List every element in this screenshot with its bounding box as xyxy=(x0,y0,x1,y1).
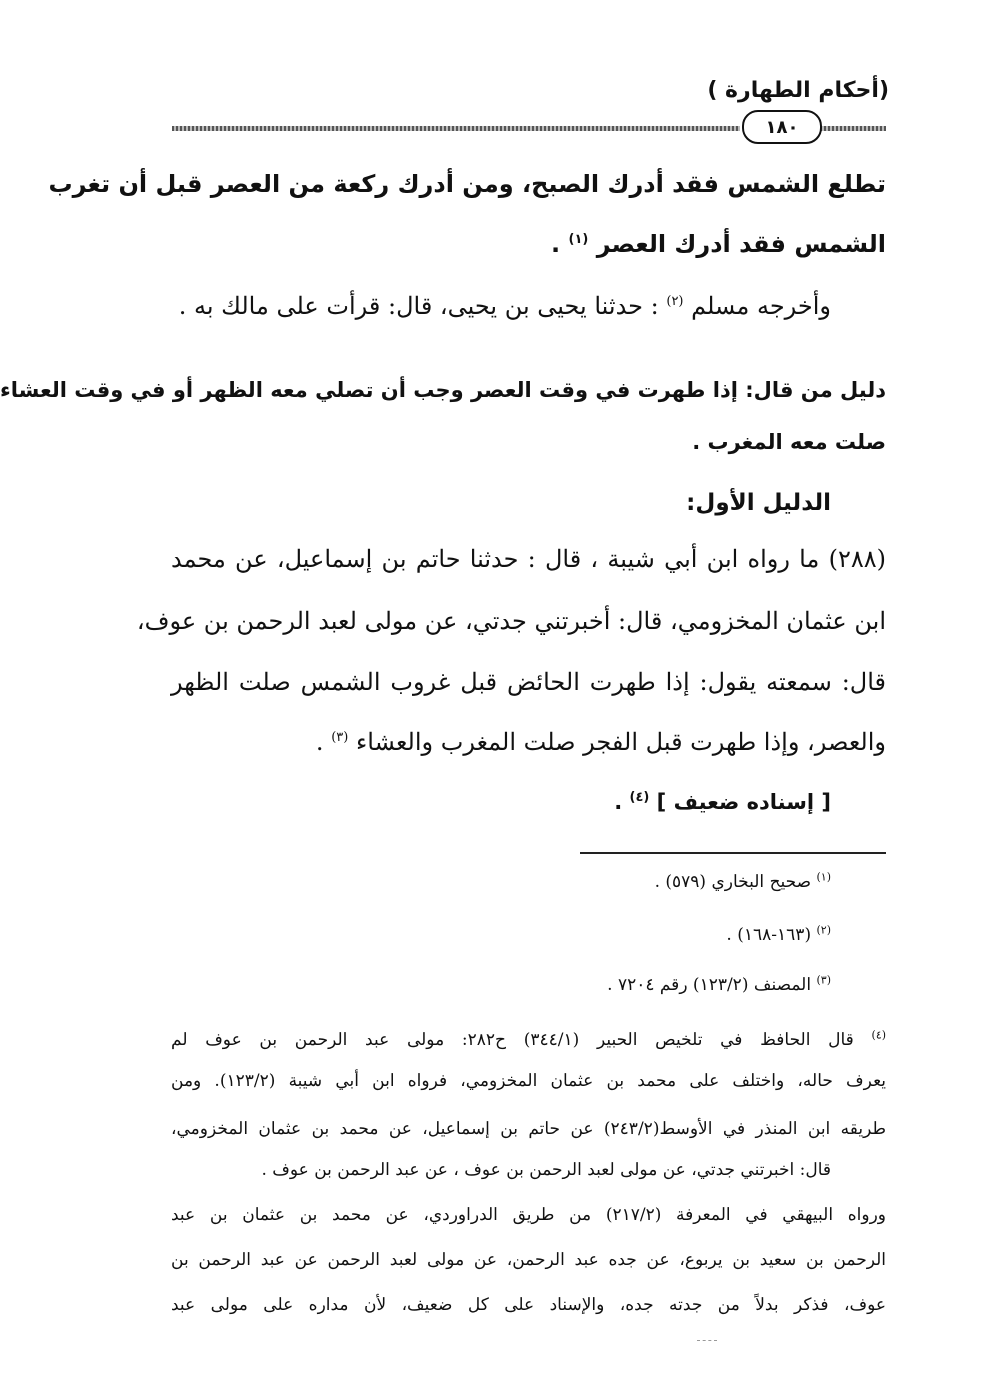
page-speck xyxy=(697,1340,717,1343)
evidence-subheading: الدليل الأول: xyxy=(686,490,831,516)
footnote-4-line-1 xyxy=(171,1030,886,1050)
footnote-4-line-6: الرحمن بن سعيد بن يربوع، عن جده عبد الرحمن، عن مولى لعبد الرحمن عن عبد الرحمن بن xyxy=(171,1250,886,1270)
footnote-4-line-5: ورواه البيهقي في المعرفة (٢١٧/٢) من طريق الدراوردي، عن محمد بن عثمان بن عبد xyxy=(171,1205,886,1225)
footnote-2 xyxy=(531,925,831,945)
footnote-2-text: (١٦٣-١٦٨) . xyxy=(726,925,812,945)
section-heading-line-2: صلت معه المغرب . xyxy=(692,430,886,454)
running-header-title: (أحكام الطهارة ) xyxy=(707,78,889,103)
footnote-2-number: (٢) xyxy=(816,923,831,937)
hadith-line-4-text: والعصر، وإذا طهرت قبل الفجر صلت المغرب والعشاء xyxy=(355,728,886,756)
footnote-4-line-7: عوف، فذكر بدلاً من جدته جده، والإسناد على كل ضعيف، لأن مداره على مولى عبد xyxy=(171,1295,886,1315)
hadith-line-4-end: . xyxy=(315,728,324,756)
footnote-separator xyxy=(580,852,886,854)
body-line-1: تطلع الشمس فقد أدرك الصبح، ومن أدرك ركعة من العصر قبل أن تغرب xyxy=(48,170,886,198)
footnote-1-number: (١) xyxy=(816,870,831,884)
footnote-4-line-1-text: قال الحافظ في تلخيص الحبير (٣٤٤/١) ح٢٨٢: مولى عبد الرحمن بن عوف لم xyxy=(171,1030,854,1050)
section-heading-line-1: دليل من قال: إذا طهرت في وقت العصر وجب أن تصلي معه الظهر أو في وقت العشاء xyxy=(0,378,886,402)
body-line-3-a: وأخرجه مسلم xyxy=(691,292,831,320)
footnote-1-text: صحيح البخاري (٥٧٩) . xyxy=(654,872,812,892)
body-line-3-b: : حدثنا يحيى بن يحيى، قال: قرأت على مالك به . xyxy=(178,292,659,320)
footnote-ref-1: (١) xyxy=(568,232,589,247)
hadith-line-3: قال: سمعته يقول: إذا طهرت الحائض قبل غروب الشمس صلت الظهر xyxy=(171,668,886,696)
footnote-4-line-3: طريقه ابن المنذر في الأوسط(٢٤٣/٢) عن حاتم بن إسماعيل، عن محمد بن عثمان المخزومي، xyxy=(171,1119,887,1139)
grading-end: . xyxy=(614,790,623,814)
body-line-2-text: الشمس فقد أدرك العصر xyxy=(596,230,886,258)
footnote-3-number: (٣) xyxy=(816,973,831,987)
footnote-ref-3: (٣) xyxy=(331,730,349,745)
footnote-1 xyxy=(531,872,831,892)
footnote-3-text: المصنف (١٢٣/٢) رقم ٧٢٠٤ . xyxy=(607,975,812,995)
page-number: ١٨٠ xyxy=(742,110,822,144)
body-line-3 xyxy=(171,292,831,320)
hadith-line-2: ابن عثمان المخزومي، قال: أخبرتني جدتي، عن مولى لعبد الرحمن بن عوف، xyxy=(136,607,886,635)
footnote-ref-2: (٢) xyxy=(666,294,684,309)
header-rule-left xyxy=(172,126,740,131)
grading-text: [ إسناده ضعيف ] xyxy=(656,790,831,814)
hadith-line-1: (٢٨٨) ما رواه ابن أبي شيبة ، قال : حدثنا حاتم بن إسماعيل، عن محمد xyxy=(171,545,886,573)
body-line-2-end: . xyxy=(551,230,561,258)
footnote-4-line-2: يعرف حاله، واختلف على محمد بن عثمان المخزومي، فرواه ابن أبي شيبة (١٢٣/٢). ومن xyxy=(171,1071,886,1091)
body-line-2 xyxy=(171,230,886,258)
footnote-4-line-4: قال: اخبرتني جدتي، عن مولى لعبد الرحمن بن عوف ، عن عبد الرحمن بن عوف . xyxy=(261,1160,831,1180)
footnote-4-number: (٤) xyxy=(871,1028,887,1042)
footnote-ref-4: (٤) xyxy=(629,790,650,805)
grading-line xyxy=(431,790,831,814)
header-rule-right xyxy=(820,126,886,131)
footnote-3 xyxy=(431,975,831,995)
hadith-line-4 xyxy=(171,728,886,756)
